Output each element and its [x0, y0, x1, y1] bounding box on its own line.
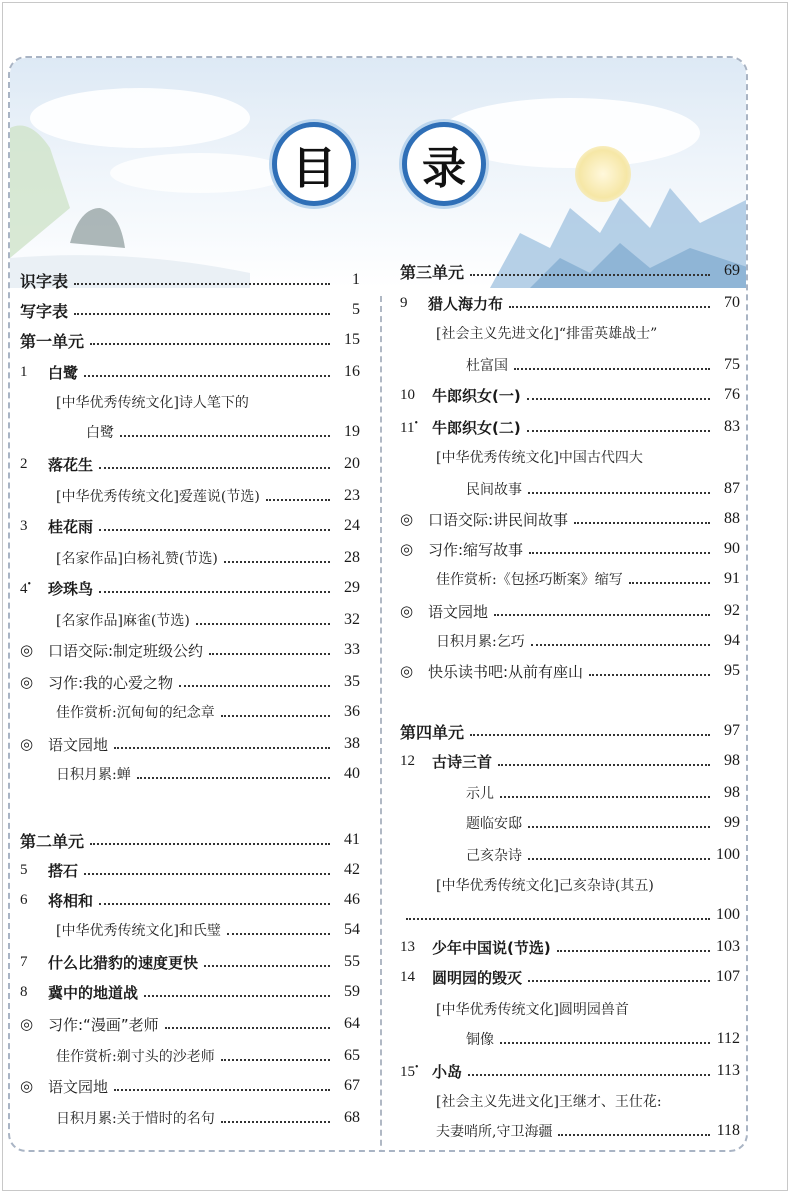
entry-title: 第四单元 — [400, 722, 465, 742]
toc-entry-row[interactable] — [56, 390, 360, 414]
dot-leader — [528, 980, 710, 982]
entry-title: 识字表 — [20, 271, 69, 291]
toc-entry-row[interactable] — [20, 888, 360, 912]
page-number: 65 — [344, 1047, 360, 1064]
dot-leader — [498, 764, 710, 766]
lesson-number: 9 — [400, 294, 408, 311]
dot-leader — [527, 398, 710, 400]
page-number: 98 — [724, 784, 740, 801]
dot-leader — [99, 591, 330, 593]
bullet-icon: ◎ — [400, 540, 414, 558]
page-number: 67 — [344, 1077, 360, 1094]
dot-leader — [165, 1027, 330, 1029]
page-number: 29 — [344, 579, 360, 596]
entry-title: 写字表 — [20, 301, 69, 321]
dot-leader — [629, 582, 710, 584]
entry-title: 白鹭 — [48, 363, 79, 382]
entry-title: 习作:缩写故事 — [428, 540, 524, 559]
toc-entry-row[interactable] — [400, 599, 740, 623]
page-number: 36 — [344, 703, 360, 720]
page-number: 103 — [716, 938, 740, 955]
toc-entry-row[interactable] — [400, 935, 740, 959]
toc-entry-row[interactable] — [56, 700, 360, 724]
entry-title: 佳作赏析:剃寸头的沙老师 — [56, 1049, 215, 1065]
page-number: 1 — [352, 271, 360, 288]
dot-leader — [99, 529, 330, 531]
dot-leader — [179, 685, 330, 687]
toc-entry-row[interactable] — [20, 950, 360, 974]
entry-title: [社会主义先进文化]王继才、王仕花: — [436, 1094, 662, 1110]
dot-leader — [494, 614, 710, 616]
dot-leader — [74, 313, 330, 315]
lesson-number: 15• — [400, 1061, 419, 1080]
page-number: 100 — [716, 906, 740, 923]
entry-title: 题临安邸 — [466, 816, 522, 832]
toc-entry-row[interactable] — [20, 1012, 360, 1036]
toc-unit-row[interactable] — [20, 298, 360, 322]
dot-leader — [137, 777, 330, 779]
page-number: 69 — [724, 262, 740, 279]
entry-title: 第二单元 — [20, 831, 85, 851]
entry-title: 语文园地 — [48, 735, 109, 754]
page-number: 88 — [724, 510, 740, 527]
entry-title: 白鹭 — [86, 425, 114, 441]
lesson-number: 5 — [20, 861, 28, 878]
toc-entry-row[interactable] — [466, 781, 740, 805]
toc-entry-row[interactable] — [56, 762, 360, 786]
toc-unit-row[interactable] — [20, 828, 360, 852]
toc-entry-row[interactable] — [436, 445, 740, 469]
toc-entry-row[interactable] — [466, 353, 740, 377]
entry-title: 搭石 — [48, 861, 79, 880]
dot-leader — [468, 1074, 710, 1076]
page-number: 46 — [344, 891, 360, 908]
dot-leader — [266, 499, 330, 501]
entry-title: 小岛 — [432, 1062, 463, 1081]
lesson-number: 1 — [20, 363, 28, 380]
dot-leader — [84, 375, 330, 377]
page-number: 83 — [724, 418, 740, 435]
entry-title: [中华优秀传统文化]诗人笔下的 — [56, 395, 249, 411]
toc-entry-row[interactable] — [56, 608, 360, 632]
entry-title: 口语交际:制定班级公约 — [48, 641, 204, 660]
entry-title: 语文园地 — [428, 602, 489, 621]
page-number: 19 — [344, 423, 360, 440]
dot-leader — [209, 653, 330, 655]
toc-unit-row[interactable] — [20, 328, 360, 352]
entry-title: 什么比猎豹的速度更快 — [48, 953, 199, 972]
dot-leader — [528, 492, 710, 494]
toc-entry-row[interactable] — [400, 415, 740, 439]
page-number: 38 — [344, 735, 360, 752]
bullet-icon: ◎ — [20, 1015, 34, 1033]
dot-leader — [574, 522, 710, 524]
page-number: 35 — [344, 673, 360, 690]
toc-entry-row[interactable] — [56, 1106, 360, 1130]
lesson-number: 8 — [20, 983, 28, 1000]
toc-entry-row[interactable] — [400, 537, 740, 561]
dot-leader — [99, 903, 330, 905]
entry-title: 冀中的地道战 — [48, 983, 139, 1002]
page-number: 91 — [724, 570, 740, 587]
toc-entry-row[interactable] — [56, 484, 360, 508]
dot-leader — [470, 274, 710, 276]
toc-entry-row[interactable] — [466, 1027, 740, 1051]
dot-leader — [221, 715, 330, 717]
toc-unit-row[interactable] — [400, 259, 740, 283]
toc-entry-row[interactable] — [436, 873, 740, 897]
dot-leader — [144, 995, 330, 997]
entry-title: 桂花雨 — [48, 517, 94, 536]
page-number: 28 — [344, 549, 360, 566]
optional-mark-icon: • — [414, 417, 418, 429]
page-number: 54 — [344, 921, 360, 938]
lesson-number: 12 — [400, 752, 415, 769]
toc-entry-row[interactable] — [466, 477, 740, 501]
title-char-lu: 录 — [402, 122, 486, 206]
dot-leader — [509, 306, 710, 308]
dot-leader — [227, 933, 330, 935]
toc-entry-row[interactable] — [400, 291, 740, 315]
toc-entry-row[interactable] — [436, 629, 740, 653]
entry-title: 第三单元 — [400, 262, 465, 282]
entry-title: 日积月累:乞巧 — [436, 634, 525, 650]
lesson-number: 7 — [20, 953, 28, 970]
entry-title: [名家作品]白杨礼赞(节选) — [56, 551, 218, 567]
dot-leader — [224, 561, 330, 563]
page-number: 33 — [344, 641, 360, 658]
entry-title: 杜富国 — [466, 358, 508, 374]
toc-entry-row[interactable] — [20, 452, 360, 476]
dot-leader — [527, 430, 710, 432]
bullet-icon: ◎ — [20, 1077, 34, 1095]
entry-title: [社会主义先进文化]“排雷英雄战士” — [436, 326, 658, 342]
page-number: 112 — [716, 1030, 740, 1047]
toc-entry-row[interactable] — [400, 749, 740, 773]
entry-title: 语文园地 — [48, 1077, 109, 1096]
toc-card — [8, 56, 748, 1152]
toc-entry-row[interactable] — [400, 383, 740, 407]
toc-entry-row[interactable] — [56, 918, 360, 942]
entry-title: 珍珠鸟 — [48, 579, 94, 598]
lesson-number: 3 — [20, 517, 28, 534]
toc-entry-row[interactable] — [400, 659, 740, 683]
dot-leader — [90, 343, 330, 345]
entry-title: 日积月累:蝉 — [56, 767, 131, 783]
entry-title: [中华优秀传统文化]中国古代四大 — [436, 450, 643, 466]
toc-entry-row[interactable] — [20, 732, 360, 756]
lesson-number: 11• — [400, 417, 418, 436]
page-number: 24 — [344, 517, 360, 534]
toc-entry-row[interactable] — [20, 858, 360, 882]
toc-entry-row[interactable] — [400, 1059, 740, 1083]
toc-entry-row[interactable] — [20, 980, 360, 1004]
dot-leader — [470, 734, 710, 736]
toc-entry-row[interactable] — [20, 576, 360, 600]
page-number: 99 — [724, 814, 740, 831]
dot-leader — [196, 623, 330, 625]
bullet-icon: ◎ — [400, 662, 414, 680]
toc-entry-row[interactable] — [466, 811, 740, 835]
page-number: 95 — [724, 662, 740, 679]
entry-title: [中华优秀传统文化]和氏璧 — [56, 923, 221, 939]
toc-entry-row[interactable] — [20, 360, 360, 384]
bullet-icon: ◎ — [400, 602, 414, 620]
entry-title: 牛郎织女(一) — [432, 386, 521, 405]
toc-unit-row[interactable] — [20, 268, 360, 292]
page-number: 87 — [724, 480, 740, 497]
entry-title: 少年中国说(节选) — [432, 938, 551, 957]
page-number: 40 — [344, 765, 360, 782]
page-number: 70 — [724, 294, 740, 311]
dot-leader — [99, 467, 330, 469]
entry-title: 铜像 — [466, 1032, 494, 1048]
dot-leader — [528, 826, 710, 828]
column-divider — [380, 296, 382, 1152]
entry-title: 佳作赏析:沉甸甸的纪念章 — [56, 705, 215, 721]
page-number: 32 — [344, 611, 360, 628]
toc-entry-row[interactable] — [20, 1074, 360, 1098]
toc-entry-row[interactable] — [20, 670, 360, 694]
entry-title: 夫妻哨所,守卫海疆 — [436, 1124, 553, 1140]
toc-entry-row[interactable] — [400, 903, 740, 927]
page-number: 64 — [344, 1015, 360, 1032]
toc-entry-row[interactable] — [436, 997, 740, 1021]
entry-title: 牛郎织女(二) — [432, 418, 521, 437]
dot-leader — [528, 858, 710, 860]
toc-entry-row[interactable] — [436, 1119, 740, 1143]
toc-entry-row[interactable] — [56, 546, 360, 570]
dot-leader — [221, 1121, 330, 1123]
toc-entry-row[interactable] — [86, 420, 360, 444]
dot-leader — [531, 644, 710, 646]
page-number: 59 — [344, 983, 360, 1000]
bullet-icon: ◎ — [20, 735, 34, 753]
dot-leader — [500, 1042, 710, 1044]
dot-leader — [84, 873, 330, 875]
page-number: 20 — [344, 455, 360, 472]
entry-title: 将相和 — [48, 891, 94, 910]
entry-title: 圆明园的毁灭 — [432, 968, 523, 987]
entry-title: 示儿 — [466, 786, 494, 802]
page-number: 90 — [724, 540, 740, 557]
entry-title: 第一单元 — [20, 331, 85, 351]
page-number: 75 — [724, 356, 740, 373]
dot-leader — [120, 435, 330, 437]
page-number: 92 — [724, 602, 740, 619]
page-number: 76 — [724, 386, 740, 403]
toc-entry-row[interactable] — [56, 1044, 360, 1068]
lesson-number: 4• — [20, 578, 32, 597]
optional-mark-icon: • — [27, 578, 32, 590]
mountains-illustration — [10, 58, 748, 288]
entry-title: 民间故事 — [466, 482, 522, 498]
toc-entry-row[interactable] — [400, 507, 740, 531]
page-number: 41 — [344, 831, 360, 848]
toc-entry-row[interactable] — [436, 567, 740, 591]
lesson-number: 6 — [20, 891, 28, 908]
entry-title: 己亥杂诗 — [466, 848, 522, 864]
lesson-number: 2 — [20, 455, 28, 472]
page-number: 118 — [716, 1122, 740, 1139]
toc-entry-row[interactable] — [20, 514, 360, 538]
entry-title: 日积月累:关于惜时的名句 — [56, 1111, 215, 1127]
sky-banner — [10, 58, 746, 288]
toc-entry-row[interactable] — [436, 321, 740, 345]
bullet-icon: ◎ — [20, 641, 34, 659]
entry-title: [中华优秀传统文化]爱莲说(节选) — [56, 489, 260, 505]
toc-entry-row[interactable] — [400, 965, 740, 989]
page-number: 68 — [344, 1109, 360, 1126]
dot-leader — [514, 368, 710, 370]
bullet-icon: ◎ — [20, 673, 34, 691]
page-number: 100 — [716, 846, 740, 863]
page-number: 23 — [344, 487, 360, 504]
entry-title: 落花生 — [48, 455, 94, 474]
lesson-number: 13 — [400, 938, 415, 955]
page-number: 55 — [344, 953, 360, 970]
dot-leader — [204, 965, 330, 967]
page-number: 107 — [716, 968, 740, 985]
entry-title: 习作:我的心爱之物 — [48, 673, 174, 692]
entry-title: [中华优秀传统文化]圆明园兽首 — [436, 1002, 629, 1018]
page-number: 98 — [724, 752, 740, 769]
toc-unit-row[interactable] — [400, 719, 740, 743]
dot-leader — [558, 1134, 710, 1136]
dot-leader — [529, 552, 710, 554]
dot-leader — [557, 950, 710, 952]
lesson-number: 14 — [400, 968, 415, 985]
toc-entry-row[interactable] — [436, 1089, 740, 1113]
dot-leader — [406, 918, 710, 920]
entry-title: 古诗三首 — [432, 752, 493, 771]
dot-leader — [500, 796, 710, 798]
entry-title: [中华优秀传统文化]己亥杂诗(其五) — [436, 878, 654, 894]
entry-title: 习作:“漫画”老师 — [48, 1015, 159, 1034]
entry-title: 佳作赏析:《包拯巧断案》缩写 — [436, 572, 623, 588]
dot-leader — [74, 283, 330, 285]
dot-leader — [90, 843, 330, 845]
dot-leader — [114, 747, 330, 749]
entry-title: 猎人海力布 — [428, 294, 504, 313]
page-number: 113 — [716, 1062, 740, 1079]
title-char-mu: 目 — [272, 122, 356, 206]
page-number: 42 — [344, 861, 360, 878]
toc-entry-row[interactable] — [20, 638, 360, 662]
bullet-icon: ◎ — [400, 510, 414, 528]
dot-leader — [589, 674, 710, 676]
entry-title: 快乐读书吧:从前有座山 — [428, 662, 584, 681]
dot-leader — [221, 1059, 330, 1061]
page-number: 16 — [344, 363, 360, 380]
dot-leader — [114, 1089, 330, 1091]
page-number: 5 — [352, 301, 360, 318]
lesson-number: 10 — [400, 386, 415, 403]
page-number: 94 — [724, 632, 740, 649]
toc-entry-row[interactable] — [466, 843, 740, 867]
optional-mark-icon: • — [415, 1061, 419, 1073]
entry-title: 口语交际:讲民间故事 — [428, 510, 569, 529]
page-number: 15 — [344, 331, 360, 348]
entry-title: [名家作品]麻雀(节选) — [56, 613, 190, 629]
page-number: 97 — [724, 722, 740, 739]
